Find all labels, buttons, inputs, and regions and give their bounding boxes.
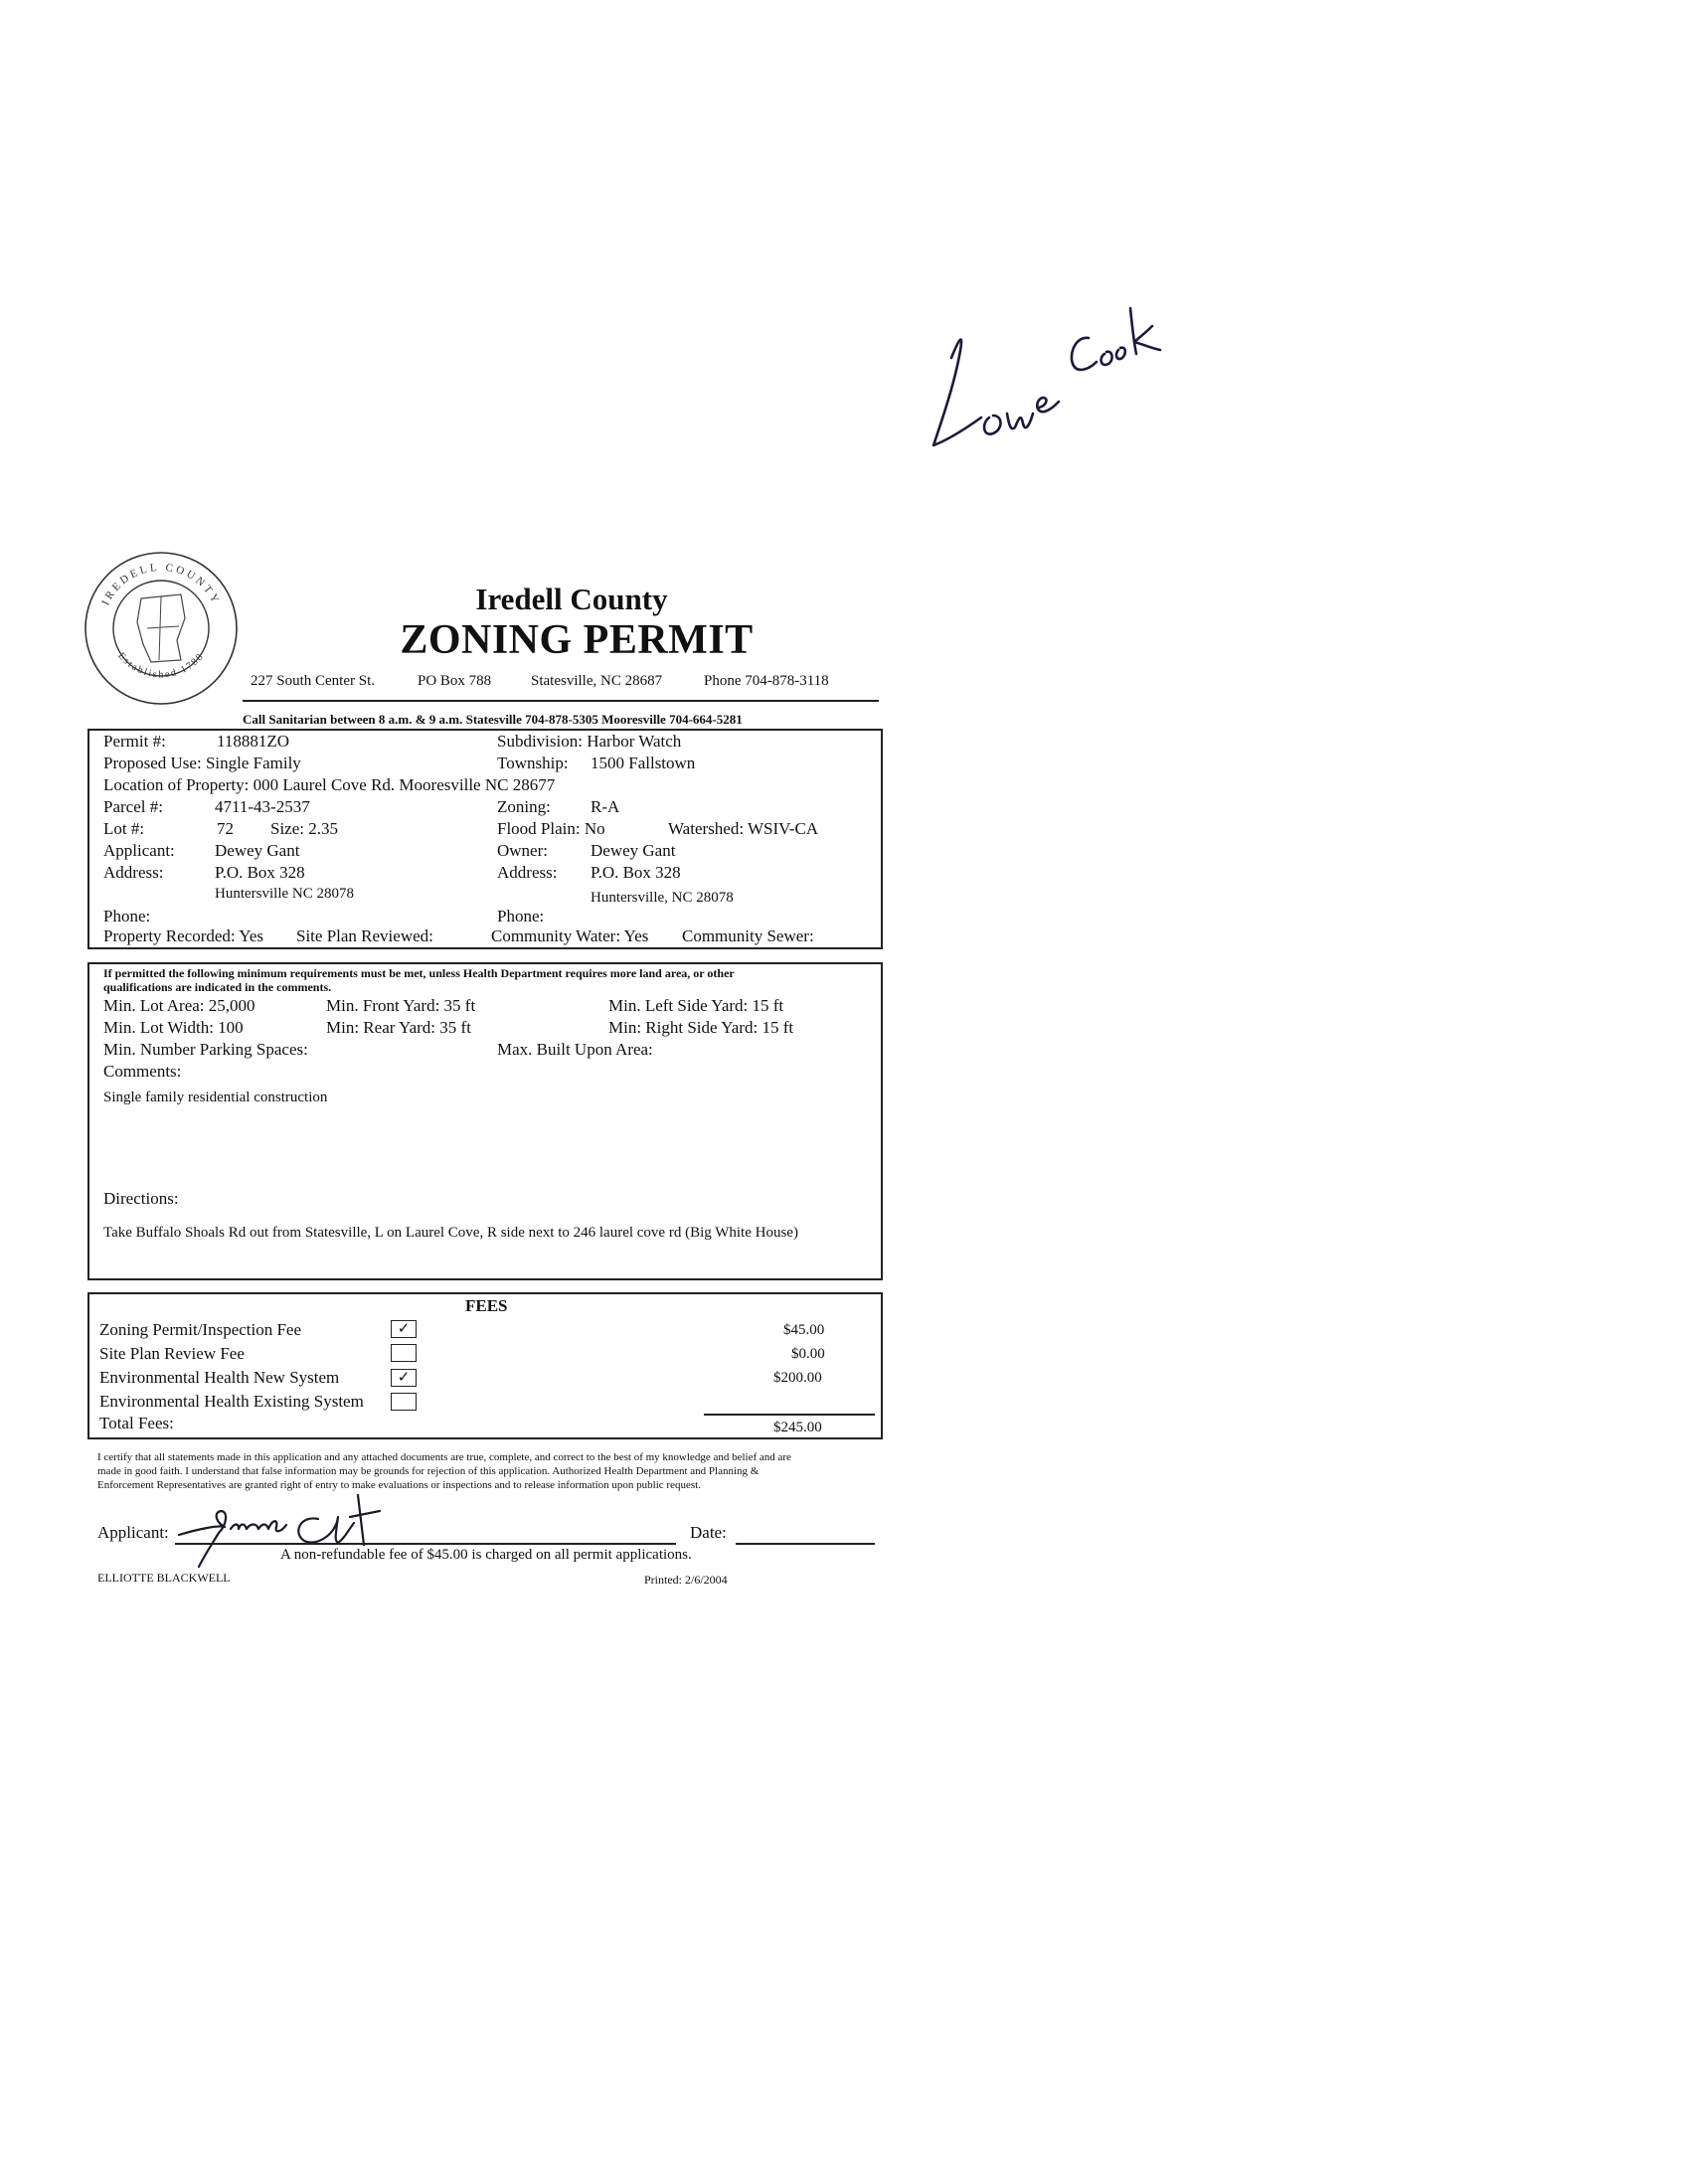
owner-address-label: Address: (497, 863, 558, 882)
date-line (736, 1543, 875, 1545)
owner-address-line2: Huntersville, NC 28078 (591, 890, 734, 906)
requirements-intro-line1: If permitted the following minimum requirements must be met, unless Health Department requires more land area, or other (103, 966, 735, 980)
fee-env-health-new-checkbox[interactable]: ✓ (391, 1369, 417, 1387)
subdivision: Subdivision: Harbor Watch (497, 732, 682, 751)
county-seal (82, 549, 241, 708)
max-built-upon-area: Max. Built Upon Area: (497, 1040, 653, 1059)
lot-size: Size: 2.35 (270, 819, 338, 838)
min-parking-spaces: Min. Number Parking Spaces: (103, 1040, 308, 1059)
community-sewer: Community Sewer: (682, 926, 814, 945)
min-lot-width: Min. Lot Width: 100 (103, 1018, 244, 1037)
office-city: Statesville, NC 28687 (531, 673, 663, 689)
fee-env-health-new-amount: $200.00 (773, 1370, 822, 1386)
fee-env-health-new-label: Environmental Health New System (99, 1368, 340, 1387)
site-plan-reviewed: Site Plan Reviewed: (296, 926, 433, 945)
total-fees-amount: $245.00 (773, 1420, 822, 1435)
certification-line1: I certify that all statements made in this application and any attached documents are true, complete, and correct to the best of my knowledge and belief and are (97, 1451, 791, 1463)
owner-label: Owner: (497, 841, 548, 860)
owner-address-line1: P.O. Box 328 (591, 863, 681, 882)
fee-site-plan-checkbox[interactable] (391, 1344, 417, 1362)
fees-heading: FEES (465, 1296, 508, 1315)
property-recorded: Property Recorded: Yes (103, 926, 264, 945)
min-lot-area: Min. Lot Area: 25,000 (103, 996, 255, 1015)
comments-text: Single family residential construction (103, 1090, 328, 1105)
applicant-phone-label: Phone: (103, 907, 151, 925)
comments-label: Comments: (103, 1062, 182, 1081)
clerk-name: ELLIOTTE BLACKWELL (97, 1571, 231, 1585)
directions-text: Take Buffalo Shoals Rd out from Statesville, L on Laurel Cove, R side next to 246 laurel cove rd (Big White House) (103, 1225, 798, 1241)
community-water: Community Water: Yes (491, 926, 649, 945)
certification-line2: made in good faith. I understand that false information may be grounds for rejection of this application. Authorized Health Department and Planning & (97, 1465, 760, 1477)
document-title: ZONING PERMIT (400, 617, 754, 663)
sanitarian-call-info: Call Sanitarian between 8 a.m. & 9 a.m. Statesville 704-878-5305 Mooresville 704-664-5281 (243, 712, 743, 727)
applicant-name: Dewey Gant (215, 841, 300, 860)
fee-env-health-existing-checkbox[interactable] (391, 1393, 417, 1411)
office-po-box: PO Box 788 (418, 673, 492, 689)
min-left-side-yard: Min. Left Side Yard: 15 ft (608, 996, 784, 1015)
watershed: Watershed: WSIV-CA (668, 819, 819, 838)
certification-line3: Enforcement Representatives are granted right of entry to make evaluations or inspections and to release information upon public request. (97, 1479, 701, 1491)
handwritten-note-text: Lowe Cook (934, 457, 939, 458)
fee-env-health-existing-label: Environmental Health Existing System (99, 1392, 364, 1411)
fee-zoning-permit-checkbox[interactable]: ✓ (391, 1320, 417, 1338)
lot-label: Lot #: (103, 819, 145, 838)
printed-date: Printed: 2/6/2004 (644, 1573, 728, 1587)
min-right-side-yard: Min: Right Side Yard: 15 ft (608, 1018, 794, 1037)
proposed-use: Proposed Use: Single Family (103, 754, 301, 772)
county-name: Iredell County (475, 582, 668, 616)
zoning-label: Zoning: (497, 797, 551, 816)
property-location: Location of Property: 000 Laurel Cove Rd. Mooresville NC 28677 (103, 775, 556, 794)
total-fees-label: Total Fees: (99, 1414, 174, 1432)
directions-label: Directions: (103, 1189, 179, 1208)
handwritten-note-lowe-cook (920, 268, 1198, 467)
svg-text:Established 1788: Established 1788 (115, 650, 207, 681)
applicant-label: Applicant: (103, 841, 175, 860)
requirements-intro-line2: qualifications are indicated in the comments. (103, 980, 332, 994)
flood-plain: Flood Plain: No (497, 819, 605, 838)
fee-site-plan-label: Site Plan Review Fee (99, 1344, 245, 1363)
zoning-value: R-A (591, 797, 620, 816)
applicant-address-line2: Huntersville NC 28078 (215, 886, 354, 902)
permit-number-value: 118881ZO (217, 732, 290, 751)
total-rule (704, 1414, 875, 1416)
office-phone: Phone 704-878-3118 (704, 673, 829, 689)
applicant-address-label: Address: (103, 863, 164, 882)
header-rule (243, 700, 879, 702)
svg-text:IREDELL COUNTY: IREDELL COUNTY (99, 561, 223, 607)
min-rear-yard: Min: Rear Yard: 35 ft (326, 1018, 471, 1037)
parcel-value: 4711-43-2537 (215, 797, 310, 816)
applicant-address-line1: P.O. Box 328 (215, 863, 305, 882)
office-street-address: 227 South Center St. (251, 673, 376, 689)
township-label: Township: (497, 754, 569, 772)
fee-zoning-permit-amount: $45.00 (783, 1322, 825, 1338)
applicant-signature-label: Applicant: (97, 1523, 169, 1542)
township-value: 1500 Fallstown (591, 754, 696, 772)
min-front-yard: Min. Front Yard: 35 ft (326, 996, 476, 1015)
owner-name: Dewey Gant (591, 841, 676, 860)
parcel-label: Parcel #: (103, 797, 163, 816)
nonrefundable-fee-notice: A non-refundable fee of $45.00 is charged on all permit applications. (280, 1547, 692, 1563)
date-label: Date: (690, 1523, 727, 1542)
fee-site-plan-amount: $0.00 (791, 1346, 825, 1362)
fee-zoning-permit-label: Zoning Permit/Inspection Fee (99, 1320, 302, 1339)
lot-value: 72 (217, 819, 234, 838)
permit-number-label: Permit #: (103, 732, 166, 751)
owner-phone-label: Phone: (497, 907, 545, 925)
